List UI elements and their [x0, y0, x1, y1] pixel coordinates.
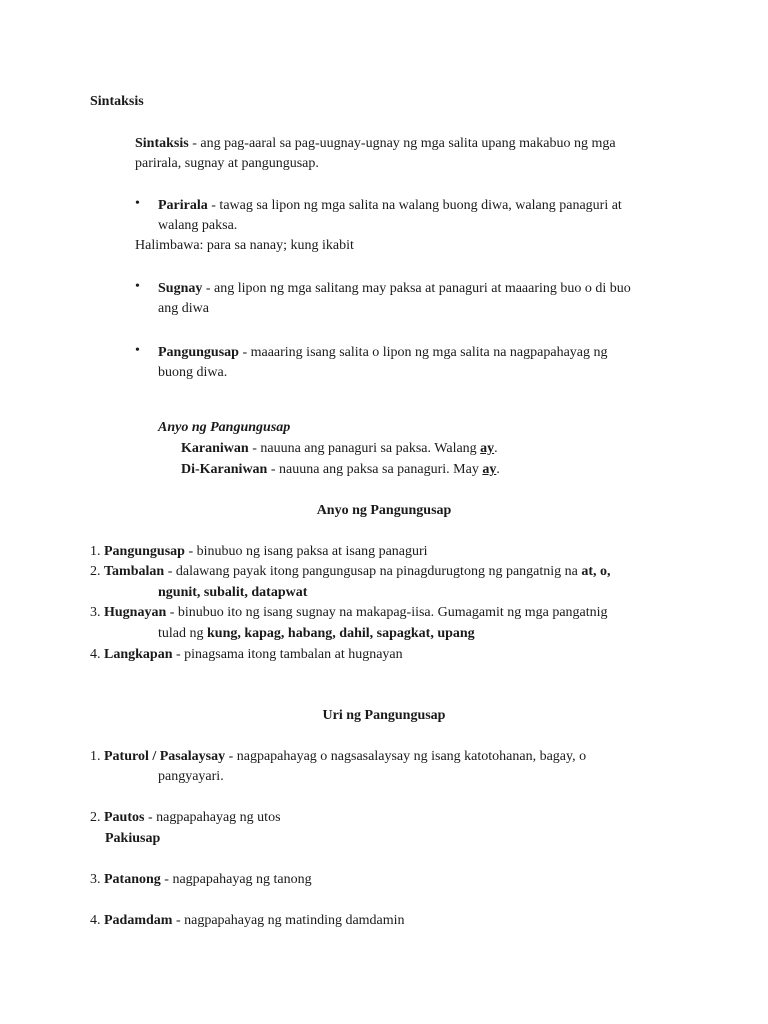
- intro-term: Sintaksis: [135, 136, 189, 151]
- intro-def-line2: parirala, sugnay at pangungusap.: [135, 156, 319, 171]
- intro-definition: [135, 134, 616, 154]
- doc-title: Sintaksis: [90, 94, 144, 109]
- list-item: 1. Paturol / Pasalaysay - nagpapahayag o nagsasalaysay ng isang katotohanan, bagay, o: [90, 749, 587, 764]
- list-item: 2. Pautos - nagpapahayag ng utos: [90, 810, 281, 825]
- bullet-icon: •: [135, 196, 140, 211]
- list-item: 1. Pangungusap - binubuo ng isang paksa at isang panaguri: [90, 544, 428, 559]
- anyo-section-heading: Anyo ng Pangungusap: [316, 503, 452, 518]
- list-item-continuation: ngunit, subalit, datapwat: [158, 585, 308, 600]
- bullet-item-parirala-line2: walang paksa.: [158, 218, 238, 233]
- bullet-icon: •: [135, 343, 140, 358]
- bullet-icon: •: [135, 279, 140, 294]
- list-item-continuation: Pakiusap: [105, 831, 161, 846]
- bullet-item-pangungusap: Pangungusap - maaaring isang salita o lipon ng mga salita na nagpapahayag ng: [158, 345, 608, 360]
- bullet-item-parirala: Parirala - tawag sa lipon ng mga salita na walang buong diwa, walang panaguri at: [158, 198, 622, 213]
- list-item: 3. Patanong - nagpapahayag ng tanong: [90, 872, 312, 887]
- anyo-subheading: Anyo ng Pangungusap: [158, 420, 291, 435]
- anyo-item-di-karaniwan: Di-Karaniwan - nauuna ang paksa sa panaguri. May ay.: [181, 462, 500, 477]
- list-item: 4. Padamdam - nagpapahayag ng matinding damdamin: [90, 913, 405, 928]
- uri-section-heading: Uri ng Pangungusap: [322, 708, 446, 723]
- intro-def-line1: - ang pag-aaral sa pag-uugnay-ugnay ng mga salita upang makabuo ng mga: [188, 136, 616, 151]
- bullet-item-sugnay-line2: ang diwa: [158, 301, 209, 316]
- list-item: 3. Hugnayan - binubuo ito ng isang sugnay na makapag-iisa. Gumagamit ng mga pangatnig: [90, 605, 608, 620]
- anyo-item-karaniwan: Karaniwan - nauuna ang panaguri sa paksa. Walang ay.: [181, 441, 498, 456]
- list-item-continuation: pangyayari.: [158, 769, 224, 784]
- list-item: 2. Tambalan - dalawang payak itong pangungusap na pinagdurugtong ng pangatnig na at, o,: [90, 564, 611, 579]
- bullet-item-sugnay: Sugnay - ang lipon ng mga salitang may paksa at panaguri at maaaring buo o di buo: [158, 281, 631, 296]
- list-item-continuation: tulad ng kung, kapag, habang, dahil, sapagkat, upang: [158, 626, 475, 641]
- halimbawa-text: Halimbawa: para sa nanay; kung ikabit: [135, 238, 354, 253]
- bullet-item-pangungusap-line2: buong diwa.: [158, 365, 228, 380]
- list-item: 4. Langkapan - pinagsama itong tambalan at hugnayan: [90, 647, 403, 662]
